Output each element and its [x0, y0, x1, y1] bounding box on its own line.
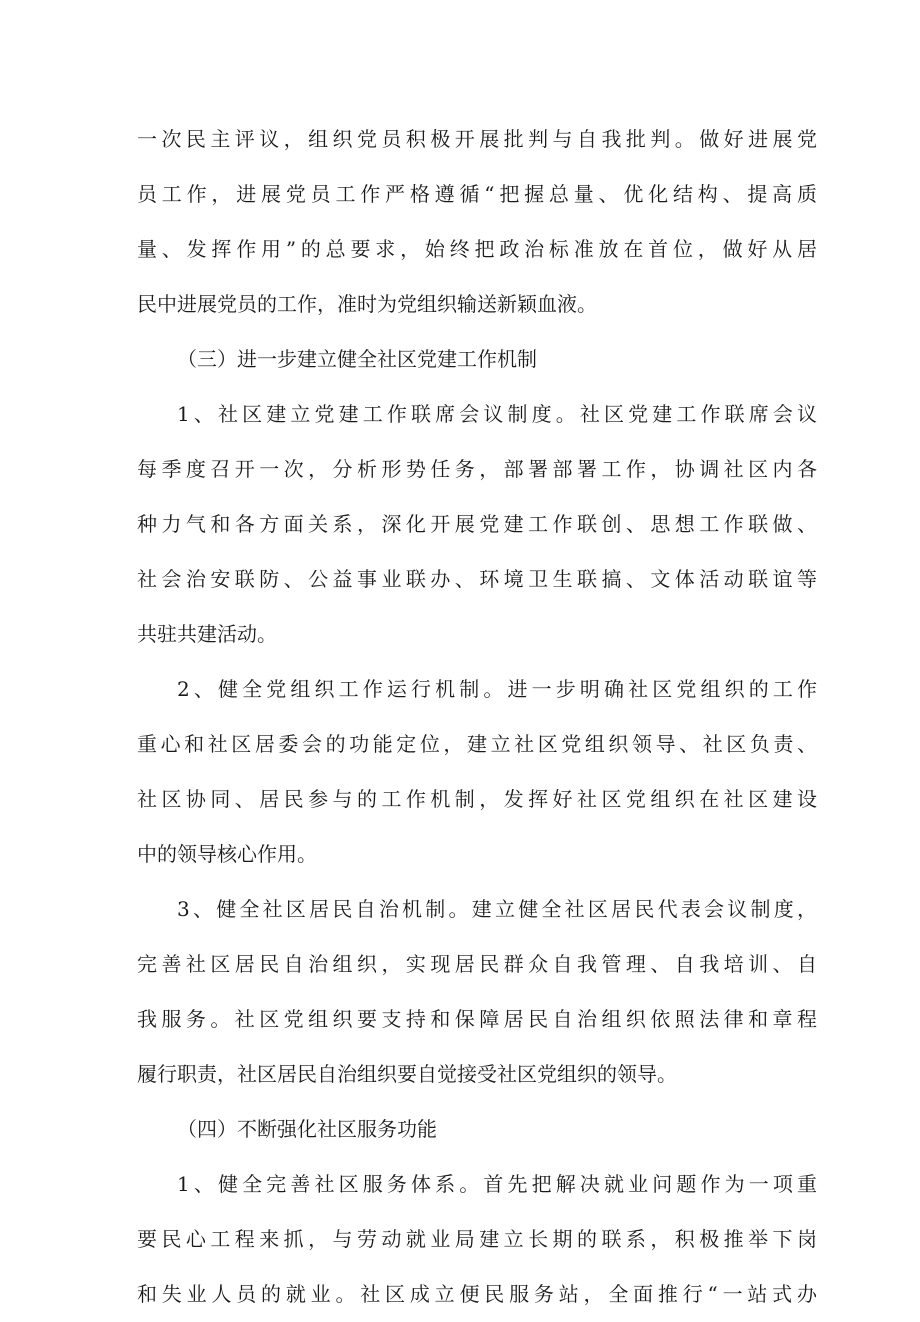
body-line: 要民心工程来抓，与劳动就业局建立长期的联系，积极推举下岗 [137, 1227, 817, 1251]
body-line: 1、社区建立党建工作联席会议制度。社区党建工作联席会议 [177, 402, 817, 426]
body-line: 共驻共建活动。 [137, 622, 277, 646]
body-line: 和失业人员的就业。社区成立便民服务站，全面推行“一站式办 [137, 1282, 817, 1306]
document-body [137, 112, 817, 1322]
body-line: 每季度召开一次，分析形势任务，部署部署工作，协调社区内各 [137, 457, 817, 481]
body-line: 2、健全党组织工作运行机制。进一步明确社区党组织的工作 [177, 677, 817, 701]
body-line: 中的领导核心作用。 [137, 842, 317, 866]
body-line: 3、健全社区居民自治机制。建立健全社区居民代表会议制度， [177, 897, 817, 921]
body-line: 种力气和各方面关系，深化开展党建工作联创、思想工作联做、 [137, 512, 817, 536]
body-line: 重心和社区居委会的功能定位，建立社区党组织领导、社区负责、 [137, 732, 817, 756]
body-line: 量、发挥作用”的总要求，始终把政治标准放在首位，做好从居 [137, 237, 817, 261]
section-heading: （三）进一步建立健全社区党建工作机制 [177, 347, 537, 371]
body-line: 一次民主评议，组织党员积极开展批判与自我批判。做好进展党 [137, 127, 817, 151]
section-heading: （四）不断强化社区服务功能 [177, 1117, 437, 1141]
body-line: 我服务。社区党组织要支持和保障居民自治组织依照法律和章程 [137, 1007, 817, 1031]
body-line: 社区协同、居民参与的工作机制，发挥好社区党组织在社区建设 [137, 787, 817, 811]
body-line: 民中进展党员的工作，准时为党组织输送新颖血液。 [137, 292, 597, 316]
body-line: 履行职责，社区居民自治组织要自觉接受社区党组织的领导。 [137, 1062, 677, 1086]
body-line: 完善社区居民自治组织，实现居民群众自我管理、自我培训、自 [137, 952, 817, 976]
body-line: 1、健全完善社区服务体系。首先把解决就业问题作为一项重 [177, 1172, 817, 1196]
body-line: 员工作，进展党员工作严格遵循“把握总量、优化结构、提高质 [137, 182, 817, 206]
body-line: 社会治安联防、公益事业联办、环境卫生联搞、文体活动联谊等 [137, 567, 817, 591]
